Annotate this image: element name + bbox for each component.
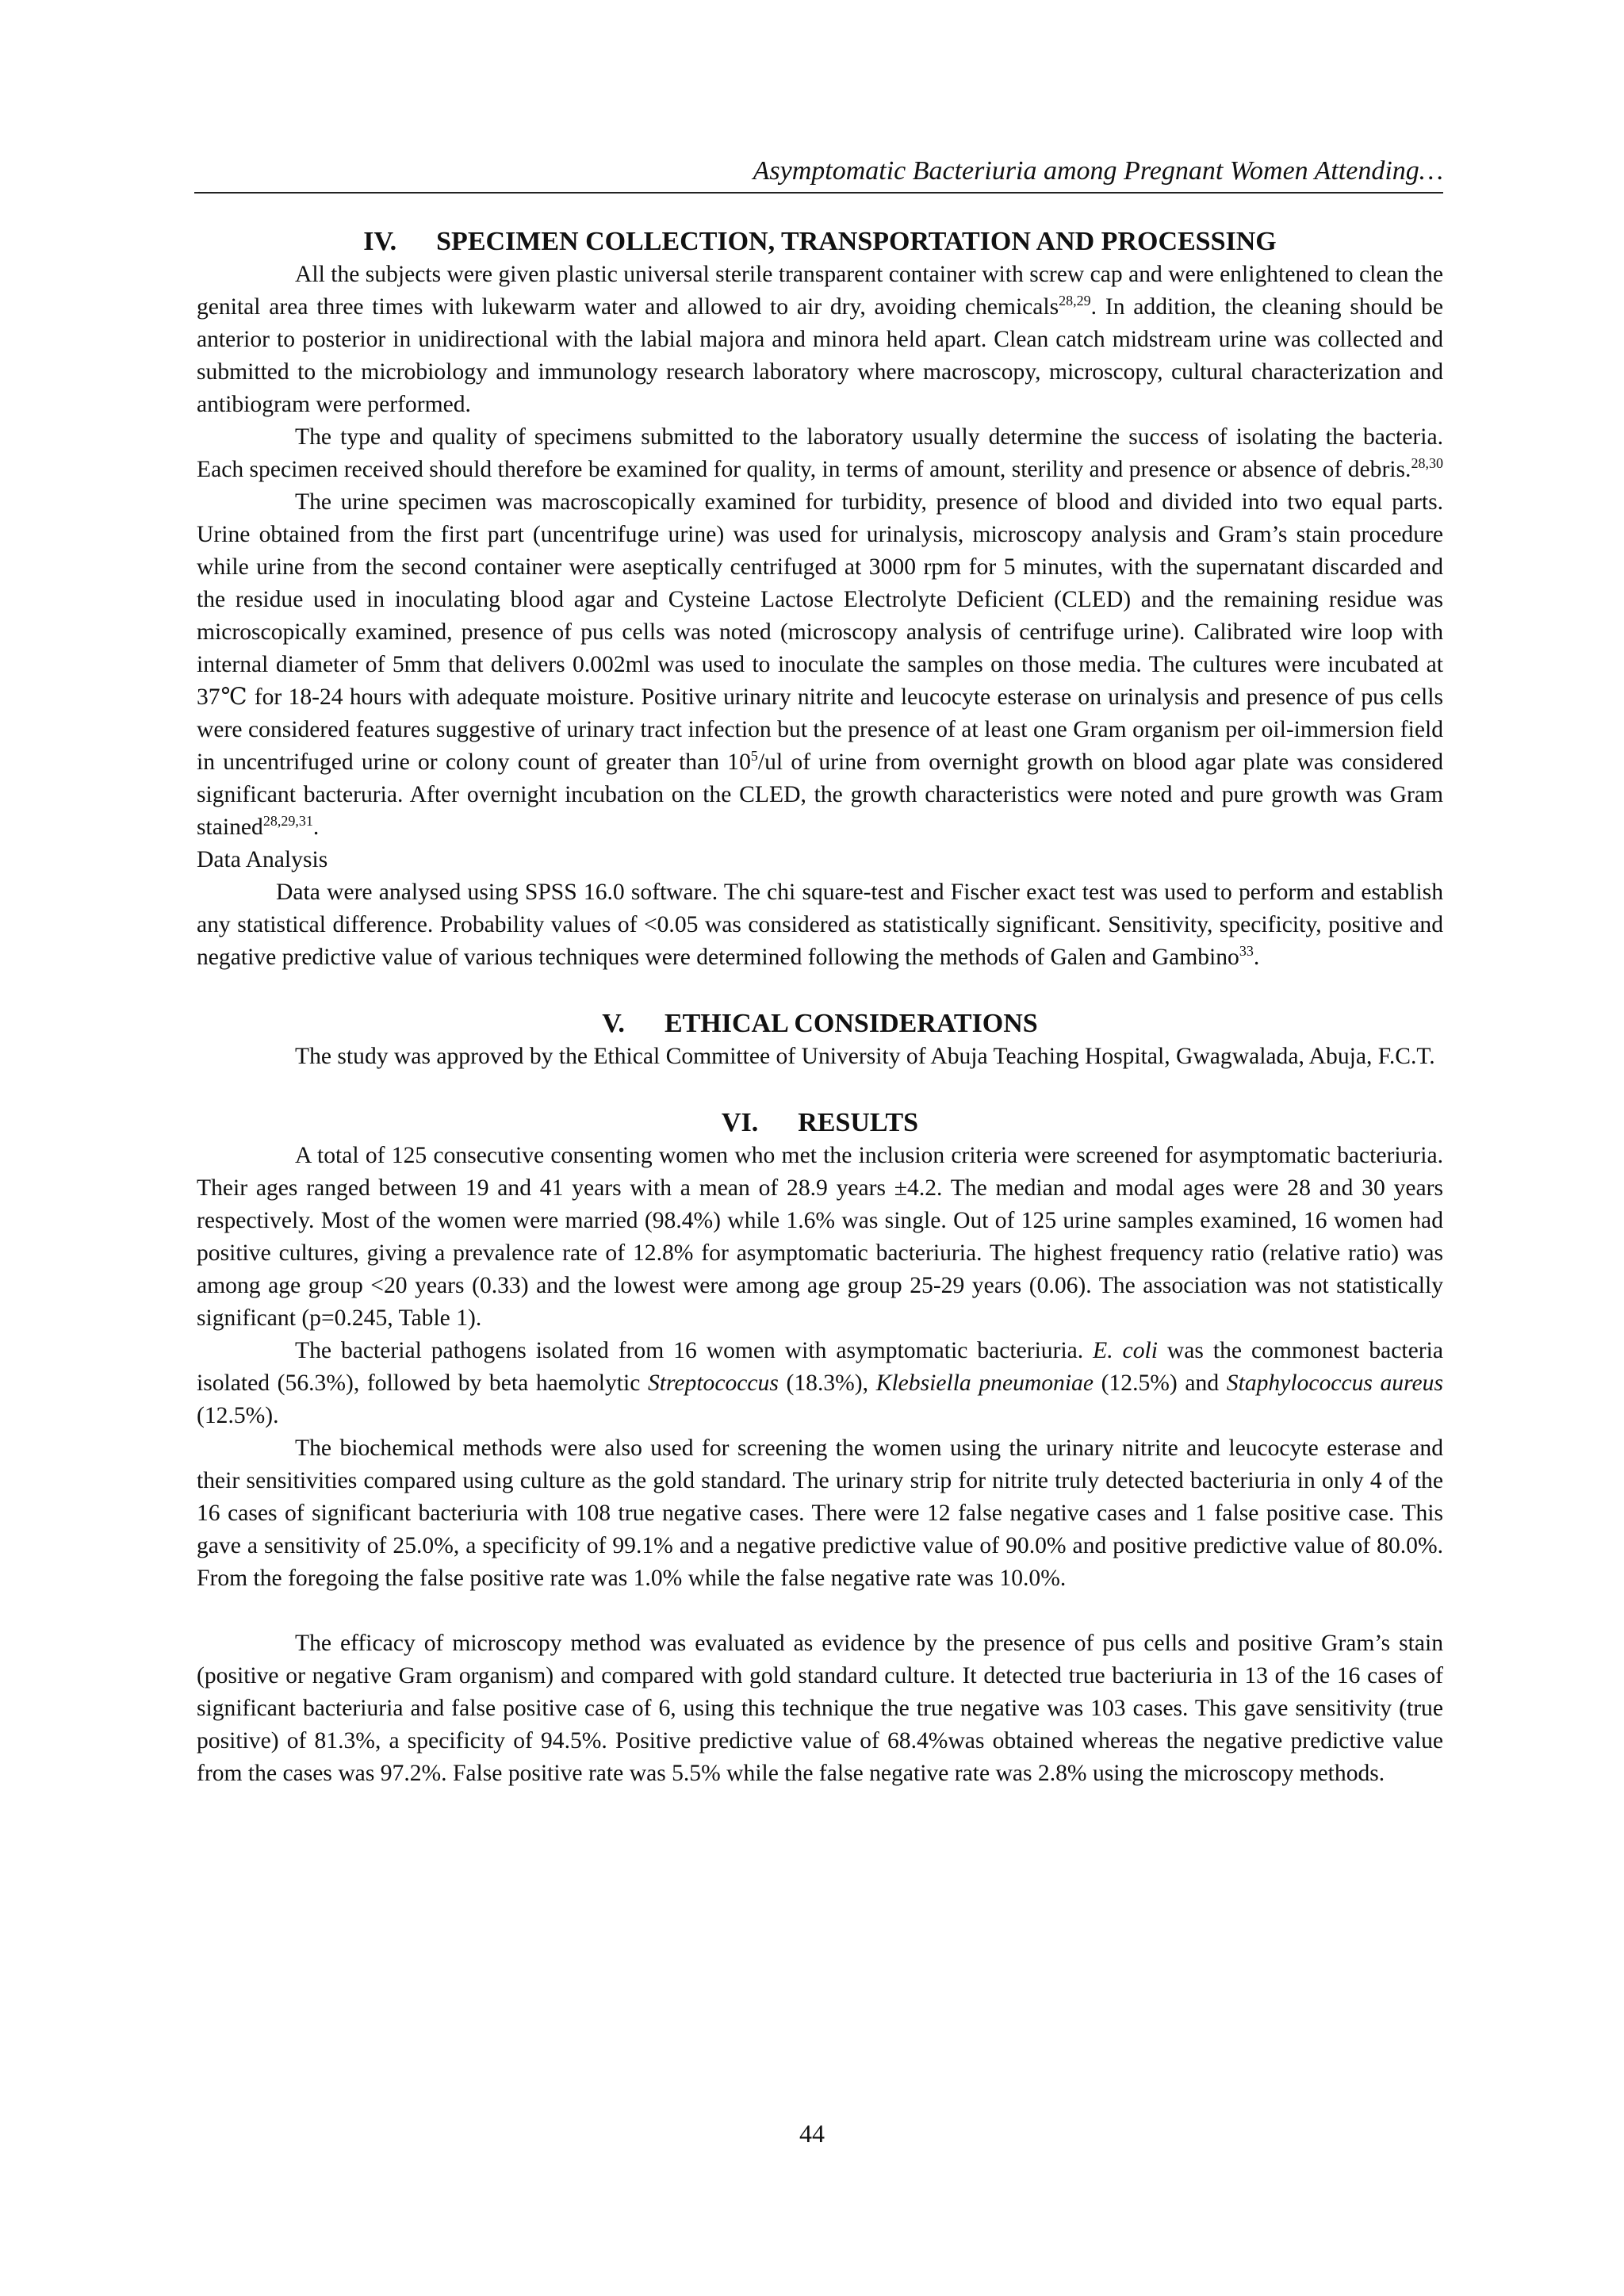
section-title-text: SPECIMEN COLLECTION, TRANSPORTATION AND PROCESSING	[436, 227, 1277, 256]
section-title-text: RESULTS	[798, 1108, 919, 1137]
paragraph-ethical-approval: The study was approved by the Ethical Committee of University of Abuja Teaching Hospital, Gwagwalada, Abuja, F.C.T.	[295, 1044, 1435, 1069]
exponent: 5	[750, 748, 758, 765]
running-title: Asymptomatic Bacteriuria among Pregnant Women Attending…	[753, 156, 1443, 186]
page-number: 44	[799, 2119, 825, 2148]
section-number: VI.	[721, 1108, 759, 1137]
citation: 28,29	[1059, 293, 1091, 309]
paragraph-data-analysis: Data were analysed using SPSS 16.0 software. The chi square-test and Fischer exact test was used to perform and establish any statistical difference. Probability values of <0.05 was considered as statistically significant. Sensitivity, specificity, positive and negative predictive value of various techniques were determined following the methods of Galen and Gambino$^{33}$.	[197, 880, 1443, 970]
section-heading-ethical	[197, 1007, 1443, 1041]
paragraph-specimen-processing: The urine specimen was macroscopically examined for turbidity, presence of blood and divided into two equal parts. Urine obtained from the first part (uncentrifuge urine) was used for urinalysis, microscopy analysis and Gram’s stain procedure while urine from the second container were aseptically centrifuged at 3000 rpm for 5 minutes, with the supernatant discarded and the residue used in inoculating blood agar and Cysteine Lactose Electrolyte Deficient (CLED) and the remaining residue was microscopically examined, presence of pus cells was noted (microscopy analysis of centrifuge urine). Calibrated wire loop with internal diameter of 5mm that delivers 0.002ml was used to inoculate the samples on those media. The cultures were incubated at 37℃ for 18-24 hours with adequate moisture. Positive urinary nitrite and leucocyte esterase on urinalysis and presence of pus cells were considered features suggestive of urinary tract infection but the presence of at least one Gram organism per oil-immersion field in uncentrifuged urine or colony count of greater than $10^5/ul$ of urine from overnight growth on blood agar plate was considered significant bacteruria. After overnight incubation on the CLED, the growth characteristics were noted and pure growth was Gram stained$^{28,29,31}$.	[197, 489, 1444, 840]
section-heading-specimen-collection	[197, 225, 1443, 259]
section-number: V.	[602, 1009, 625, 1038]
running-header	[194, 155, 1443, 194]
paragraph-results-nitrite: The biochemical methods were also used for screening the women using the urinary nitrite and leucocyte esterase and their sensitivities compared using culture as the gold standard. The urinary strip for nitrite truly detected bacteriuria in only 4 of the 16 cases of significant bacteriuria with 108 true negative cases. There were 12 false negative cases and 1 false positive case. This gave a sensitivity of 25.0%, a specificity of 99.1% and a negative predictive value of 90.0% and positive predictive value of 80.0%. From the foregoing the false positive rate was 1.0% while the false negative rate was 10.0%.	[197, 1435, 1443, 1591]
paragraph-results-pathogens: The bacterial pathogens isolated from 16 women with asymptomatic bacteriuria. E. coli was the commonest bacteria isolated (56.3%), followed by beta haemolytic Streptococcus (18.3%), Klebsiella pneumoniae (12.5%) and Staphylococcus aureus (12.5%).	[197, 1338, 1443, 1428]
paragraph-results-microscopy: The efficacy of microscopy method was evaluated as evidence by the presence of pus cells and positive Gram’s stain (positive or negative Gram organism) and compared with gold standard culture. It detected true bacteriuria in 13 of the 16 cases of significant bacteriuria and false positive case of 6, using this technique the true negative was 103 cases. This gave sensitivity (true positive) of 81.3%, a specificity of 94.5%. Positive predictive value of 68.4%was obtained whereas the negative predictive value from the cases was 97.2%. False positive rate was 5.5% while the false negative rate was 2.8% using the microscopy methods.	[197, 1631, 1443, 1786]
section-heading-results	[197, 1106, 1443, 1140]
citation: 28,29,31	[262, 813, 313, 830]
paragraph-results-demographics: A total of 125 consecutive consenting women who met the inclusion criteria were screened for asymptomatic bacteriuria. Their ages ranged between 19 and 41 years with a mean of 28.9 years ±4.2. The median and modal ages were 28 and 30 years respectively. Most of the women were married (98.4%) while 1.6% was single. Out of 125 urine samples examined, 16 women had positive cultures, giving a prevalence rate of 12.8% for asymptomatic bacteriuria. The highest frequency ratio (relative ratio) was among age group <20 years (0.33) and the lowest were among age group 25-29 years (0.06). The association was not statistically significant (p=0.245, Table 1).	[197, 1143, 1443, 1331]
page-body	[197, 225, 1443, 1790]
section-spacer	[197, 974, 1443, 1007]
paragraph-specimen-collection: All the subjects were given plastic universal sterile transparent container with screw cap and were enlightened to clean the genital area three times with lukewarm water and allowed to air dry, avoiding chemicals$^{28,29}$. In addition, the cleaning should be anterior to posterior in unidirectional with the labial majora and minora held apart. Clean catch midstream urine was collected and submitted to the microbiology and immunology research laboratory where macroscopy, microscopy, cultural characterization and antibiogram were performed.	[197, 262, 1443, 417]
citation: 33	[1239, 943, 1254, 960]
section-spacer	[197, 1073, 1443, 1106]
citation: 28,30	[1411, 455, 1443, 472]
subheading-data-analysis: Data Analysis	[197, 847, 328, 872]
section-title-text: ETHICAL CONSIDERATIONS	[664, 1009, 1038, 1038]
section-number: IV.	[363, 227, 397, 256]
paragraph-specimen-quality: The type and quality of specimens submitted to the laboratory usually determine the success of isolating the bacteria. Each specimen received should therefore be examined for quality, in terms of amount, sterility and presence or absence of debris.$^{28,30}$	[197, 424, 1443, 482]
paragraph-spacer	[197, 1595, 1443, 1627]
